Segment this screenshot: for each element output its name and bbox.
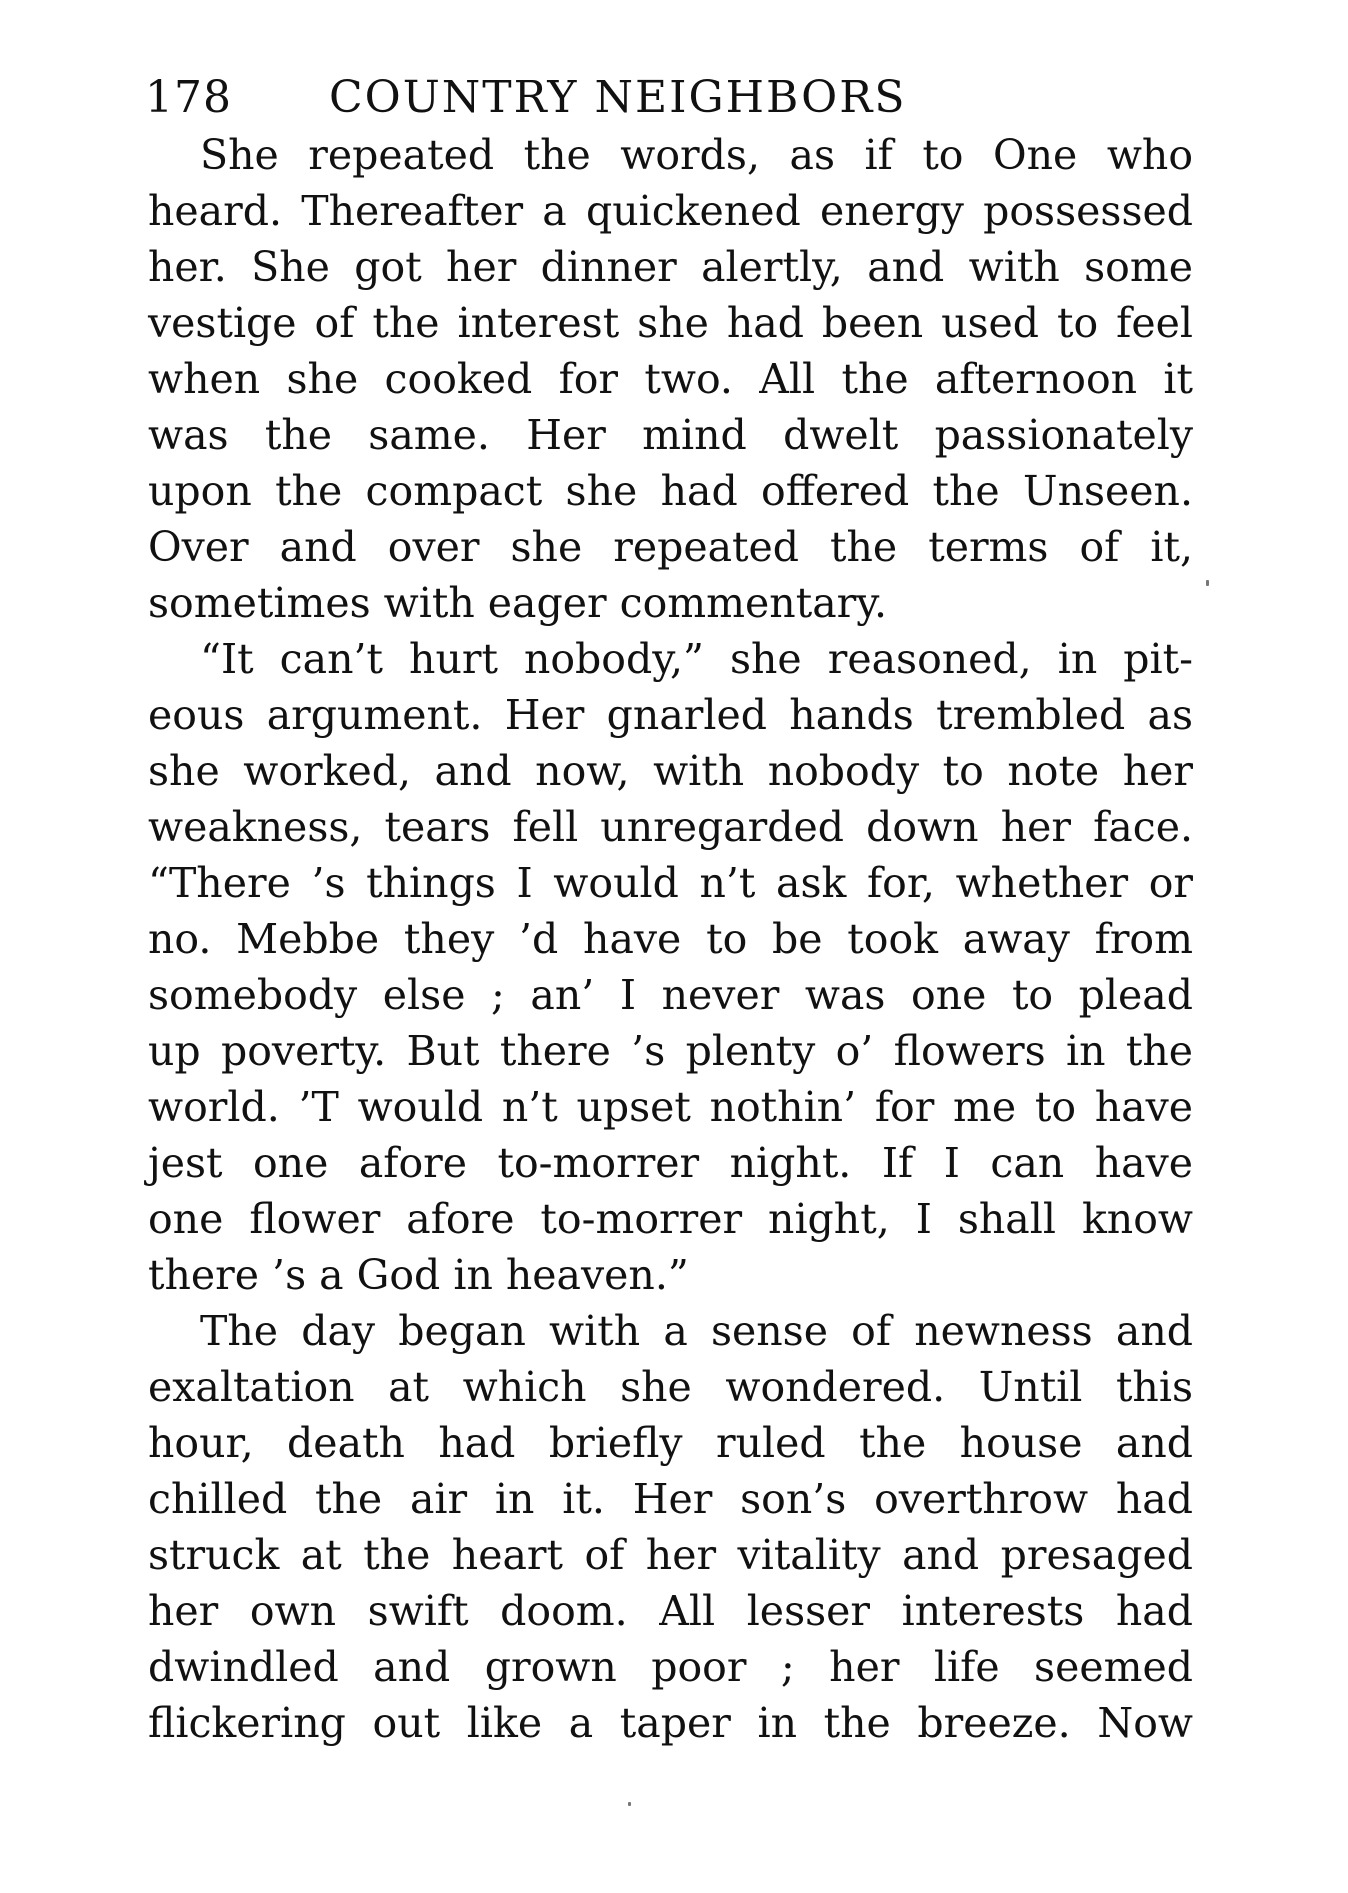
text-line: there ’s a God in heaven.” — [148, 1251, 689, 1299]
text-line: sometimes with eager commentary. — [148, 579, 887, 627]
text-line: eous argument. Her gnarled hands trembled as — [148, 691, 1193, 739]
page-number: 178 — [145, 72, 232, 123]
text-line: vestige of the interest she had been used to feel — [148, 299, 1193, 347]
print-speck — [1206, 580, 1209, 586]
text-line: jest one afore to-morrer night. If I can have — [148, 1139, 1193, 1187]
text-line: heard. Thereafter a quickened energy possessed — [148, 187, 1193, 235]
text-line: The day began with a sense of newness and — [200, 1307, 1193, 1355]
text-line: chilled the air in it. Her son’s overthrow had — [148, 1475, 1193, 1523]
text-line: one flower afore to-morrer night, I shall know — [148, 1195, 1193, 1243]
text-line: weakness, tears fell unregarded down her face. — [148, 803, 1193, 851]
text-line: hour, death had briefly ruled the house and — [148, 1419, 1193, 1467]
text-line: somebody else ; an’ I never was one to plead — [148, 971, 1193, 1019]
text-line: her own swift doom. All lesser interests had — [148, 1587, 1193, 1635]
text-line: was the same. Her mind dwelt passionately — [148, 411, 1193, 459]
text-line: when she cooked for two. All the afternoon it — [148, 355, 1193, 403]
text-line: no. Mebbe they ’d have to be took away from — [148, 915, 1193, 963]
text-line: she worked, and now, with nobody to note her — [148, 747, 1193, 795]
text-line: struck at the heart of her vitality and presaged — [148, 1531, 1193, 1579]
text-line: “There ’s things I would n’t ask for, whether or — [148, 859, 1193, 907]
text-line: flickering out like a taper in the breeze. Now — [148, 1699, 1193, 1747]
running-title: COUNTRY NEIGHBORS — [328, 72, 907, 123]
text-line: “It can’t hurt nobody,” she reasoned, in pit- — [200, 635, 1193, 683]
text-line: upon the compact she had offered the Unseen. — [148, 467, 1193, 515]
text-line: exaltation at which she wondered. Until this — [148, 1363, 1193, 1411]
text-line: her. She got her dinner alertly, and with some — [148, 243, 1193, 291]
text-line: She repeated the words, as if to One who — [200, 131, 1193, 179]
page-header — [145, 68, 1205, 128]
text-line: world. ’T would n’t upset nothin’ for me to have — [148, 1083, 1193, 1131]
text-line: up poverty. But there ’s plenty o’ flowers in the — [148, 1027, 1193, 1075]
text-line: Over and over she repeated the terms of it, — [148, 523, 1193, 571]
print-speck — [628, 1802, 631, 1806]
text-line: dwindled and grown poor ; her life seemed — [148, 1643, 1193, 1691]
